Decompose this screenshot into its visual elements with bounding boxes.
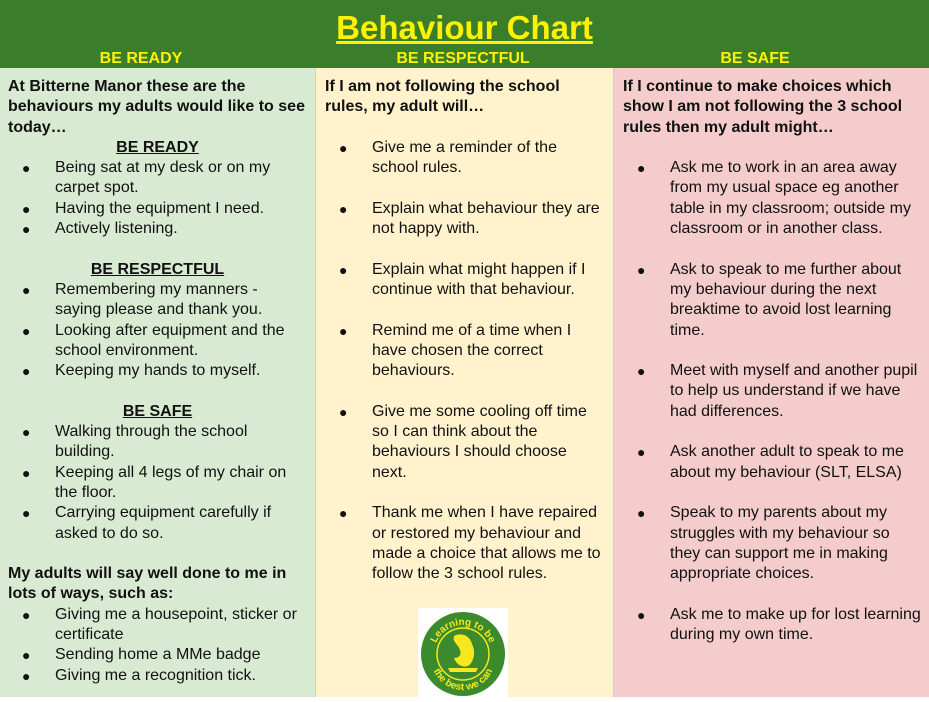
list-item-text: Keeping my hands to myself. [55, 362, 261, 380]
list-item-text: Thank me when I have repaired or restored my behaviour and made a choice that allows me to follow the 3 school rules. [372, 504, 601, 583]
column-be-safe [614, 68, 929, 697]
page-title: Behaviour Chart [336, 9, 593, 46]
bullet-icon: ● [22, 647, 31, 664]
bullet-icon: ● [22, 606, 31, 623]
column-intro: At Bitterne Manor these are the behaviours my adults would like to see today… [8, 78, 305, 136]
section-title: BE READY [116, 138, 199, 156]
list-item-text: Ask me to work in an area away from my usual space eg another table in my classroom; outside my classroom or in another class. [670, 159, 911, 238]
list-item [8, 321, 307, 362]
section-list [8, 158, 307, 239]
praise-intro: My adults will say well done to me in lots of ways, such as: [8, 565, 287, 603]
bullet-icon: ● [22, 464, 31, 481]
list-item [8, 158, 307, 199]
list-item [325, 260, 603, 301]
bullet-icon: ● [22, 160, 31, 177]
bullet-icon: ● [637, 606, 646, 623]
list-item [8, 666, 307, 686]
list-item [8, 422, 307, 463]
bullet-icon: ● [22, 221, 31, 238]
bullet-icon: ● [22, 322, 31, 339]
list-item-text: Give me some cooling off time so I can think about the behaviours I should choose next. [372, 402, 587, 481]
bullet-icon: ● [637, 261, 646, 278]
school-logo-graphic [418, 608, 508, 697]
section-list [8, 280, 307, 381]
list-item-text: Ask me to make up for lost learning during my own time. [670, 605, 921, 644]
logo-top-text: Learning to be [428, 616, 498, 645]
list-item [325, 402, 603, 483]
column-be-respectful [316, 68, 614, 697]
list-item [8, 605, 307, 646]
bullet-icon: ● [339, 505, 348, 522]
bullet-icon: ● [22, 200, 31, 217]
list-item [325, 138, 603, 179]
consequence-list [623, 158, 921, 645]
section-list [8, 422, 307, 544]
list-item-text: Remembering my manners - saying please and thank you. [55, 280, 263, 319]
list-item-text: Actively listening. [55, 220, 178, 238]
list-item-text: Keeping all 4 legs of my chair on the floor. [55, 463, 287, 501]
list-item-text: Having the equipment I need. [55, 199, 265, 217]
bullet-icon: ● [637, 444, 646, 461]
list-item [623, 503, 921, 584]
bullet-icon: ● [22, 505, 31, 522]
column-be-ready [0, 68, 316, 697]
list-item [623, 260, 921, 341]
list-item [325, 199, 603, 240]
list-item-text: Speak to my parents about my struggles with my behaviour so they can support me in making appropriate choices. [670, 504, 890, 583]
bullet-icon: ● [339, 200, 348, 217]
list-item-text: Explain what might happen if I continue with that behaviour. [372, 260, 586, 298]
column-intro: If I continue to make choices which show I am not following the 3 school rules then my adult might… [623, 78, 903, 136]
list-item [8, 280, 307, 321]
bullet-icon: ● [22, 424, 31, 441]
bullet-icon: ● [339, 261, 348, 278]
bullet-icon: ● [339, 139, 348, 156]
section-title: BE RESPECTFUL [90, 260, 225, 278]
bullet-icon: ● [339, 322, 348, 339]
praise-list [8, 605, 307, 686]
list-item [8, 463, 307, 504]
list-item-text: Giving me a housepoint, sticker or certificate [55, 605, 297, 644]
column-intro: If I am not following the school rules, my adult will… [325, 78, 560, 116]
list-item [8, 361, 307, 381]
list-item [8, 645, 307, 665]
list-item-text: Explain what behaviour they are not happy with. [372, 199, 600, 238]
school-logo [418, 608, 508, 697]
list-item [623, 605, 921, 646]
list-item [623, 361, 921, 422]
list-item [8, 503, 307, 544]
list-item-text: Looking after equipment and the school environment. [55, 321, 285, 359]
bullet-icon: ● [22, 667, 31, 684]
list-item-text: Ask another adult to speak to me about my behaviour (SLT, ELSA) [670, 443, 904, 481]
list-item-text: Giving me a recognition tick. [55, 666, 256, 684]
list-item-text: Meet with myself and another pupil to help us understand if we have had differences. [670, 362, 918, 420]
list-item [8, 219, 307, 239]
list-item [623, 158, 921, 239]
list-item-text: Carrying equipment carefully if asked to do so. [55, 504, 272, 542]
list-item-text: Give me a reminder of the school rules. [372, 138, 557, 177]
list-item [8, 199, 307, 219]
bullet-icon: ● [339, 403, 348, 420]
list-item [325, 503, 603, 584]
bullet-icon: ● [637, 160, 646, 177]
list-item-text: Remind me of a time when I have chosen the correct behaviours. [372, 321, 572, 380]
bullet-icon: ● [22, 363, 31, 380]
section-title: BE SAFE [122, 402, 193, 420]
consequence-list [325, 138, 603, 585]
bullet-icon: ● [637, 363, 646, 380]
bullet-icon: ● [637, 505, 646, 522]
column-heading-be-respectful: BE RESPECTFUL [396, 50, 530, 67]
list-item [325, 321, 603, 382]
list-item-text: Ask to speak to me further about my behaviour during the next breaktime to avoid lost learning time. [670, 260, 902, 339]
bullet-icon: ● [22, 281, 31, 298]
list-item-text: Walking through the school building. [55, 423, 248, 461]
list-item-text: Being sat at my desk or on my carpet spot. [55, 159, 271, 197]
column-heading-be-ready: BE READY [99, 50, 183, 67]
list-item [623, 442, 921, 483]
logo-bottom-text: the best we can [430, 666, 496, 694]
column-heading-be-safe: BE SAFE [720, 50, 790, 67]
list-item-text: Sending home a MMe badge [55, 646, 261, 664]
